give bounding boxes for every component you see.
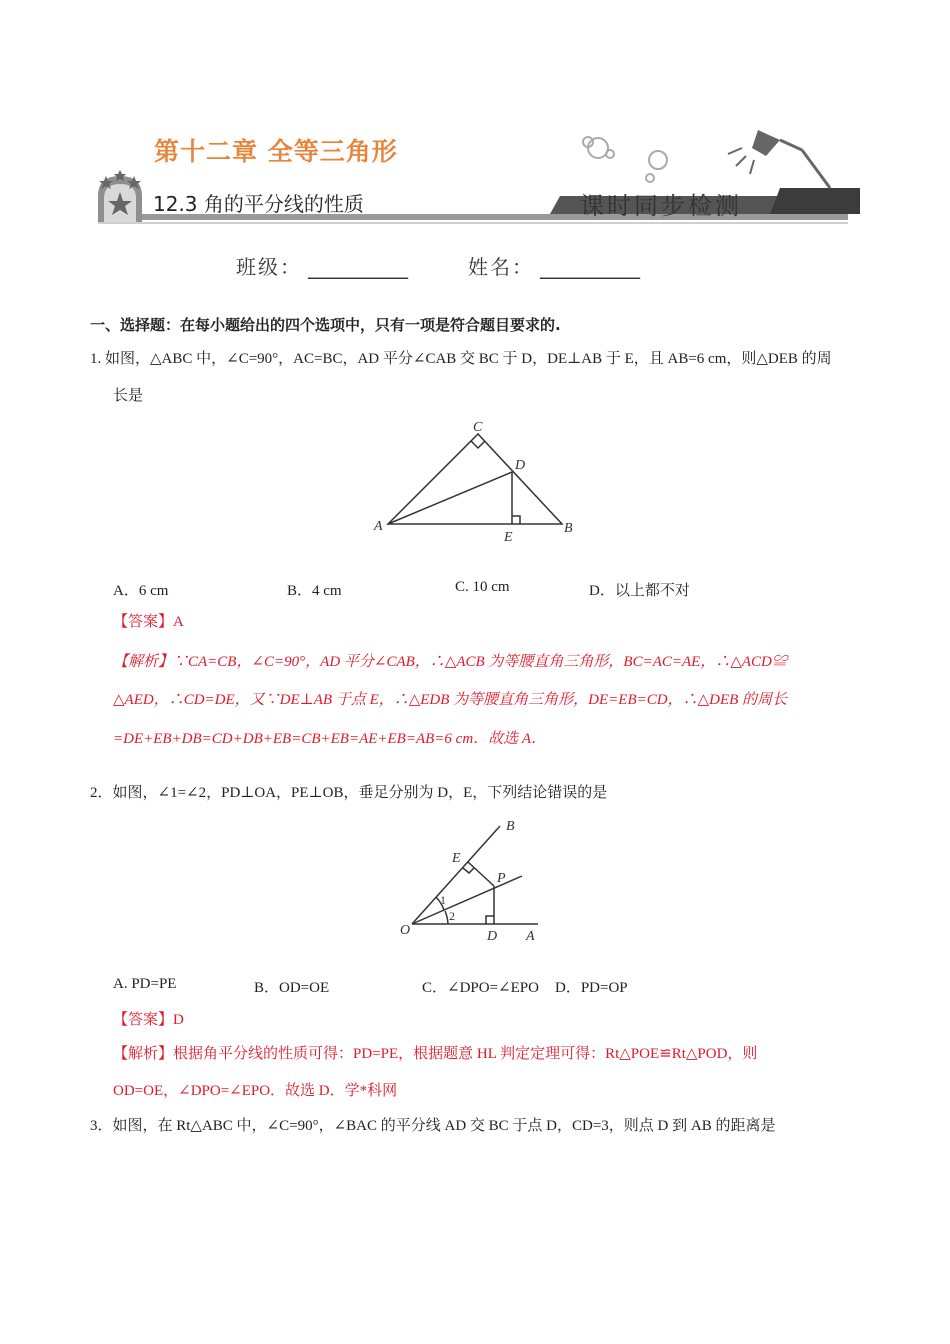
sync-test-badge: 课时同步检测 [580,192,742,220]
name-blank[interactable]: __________ [540,255,640,279]
label-p: P [497,871,506,886]
q2-answer: 【答案】D [113,1012,184,1028]
label-angle-2: 2 [449,909,455,923]
bubbles-icon [583,137,667,182]
q3-stem: 3．如图，在 Rt△ABC 中，∠C=90°，∠BAC 的平分线 AD 交 BC 于点 D，CD=3，则点 D 到 AB 的距离是 [90,1118,776,1134]
label-b: B [506,819,515,834]
q1-option-d[interactable]: D．以上都不对 [589,583,690,599]
angle-arc-2 [445,911,448,924]
q2-explanation-1: 【解析】根据角平分线的性质可得：PD=PE，根据题意 HL 判定定理可得：Rt△POE≌Rt△POD，则 [113,1046,758,1062]
label-d: D [515,458,526,473]
q1-answer: 【答案】A [113,614,184,630]
q2-stem: 2．如图，∠1=∠2，PD⊥OA，PE⊥OB，垂足分别为 D，E，下列结论错误的是 [90,785,608,801]
label-o: O [400,923,411,938]
label-b: B [564,521,573,536]
q2-option-a[interactable]: A. PD=PE [113,976,177,992]
q1-figure [370,414,590,548]
right-angle-c [471,441,485,448]
q1-stem-line2: 长是 [113,388,144,404]
right-angle-e [512,516,520,524]
label-a: A [374,519,383,534]
q2-option-d[interactable]: D．PD=OP [555,980,628,996]
class-blank[interactable]: __________ [308,255,408,279]
q1-explanation-1: 【解析】∵CA=CB，∠C=90°，AD 平分∠CAB，∴△ACB 为等腰直角三角形，BC=AC=AE，∴△ACD≌ [113,654,787,670]
right-angle-d [486,916,494,924]
name-label: 姓名： [468,255,534,279]
ray-ob [412,826,500,924]
q1-option-a[interactable]: A．6 cm [113,583,169,599]
q2-option-b[interactable]: B．OD=OE [254,980,330,996]
section-heading: 一、选择题：在每小题给出的四个选项中，只有一项是符合题目要求的. [90,316,561,334]
segment-ad [388,472,512,524]
label-a: A [526,929,535,944]
q1-explanation-2: △AED，∴CD=DE，又∵DE⊥AB 于点 E，∴△EDB 为等腰直角三角形，DE=EB=CD，∴△DEB 的周长 [113,692,788,708]
q1-option-c[interactable]: C. 10 cm [455,579,510,595]
segment-pe [468,862,494,886]
q1-explanation-3: =DE+EB+DB=CD+DB+EB=CB+EB=AE+EB=AB=6 cm．故选 A． [113,731,547,747]
class-label: 班级： [236,255,302,279]
label-angle-1: 1 [440,893,446,907]
label-e: E [504,530,513,545]
right-angle-e [463,868,474,873]
label-c: C [473,420,483,435]
chapter-title: 第十二章 全等三角形 [154,137,398,166]
section-title: 12.3 角的平分线的性质 [153,192,364,216]
name-field [468,251,640,280]
q2-explanation-2: OD=OE，∠DPO=∠EPO．故选 D．学*科网 [113,1083,398,1099]
q2-option-c[interactable]: C．∠DPO=∠EPO [422,980,539,996]
star-badge-icon [98,170,142,222]
q2-figure [396,812,556,948]
label-e: E [452,851,461,866]
q1-option-b[interactable]: B．4 cm [287,583,342,599]
label-d: D [487,929,498,944]
desk-lamp-icon [728,130,830,188]
triangle-abc [388,434,562,524]
class-field [236,251,408,280]
q1-stem-line1: 1. 如图，△ABC 中，∠C=90°，AC=BC，AD 平分∠CAB 交 BC 于 D，DE⊥AB 于 E，且 AB=6 cm，则△DEB 的周 [90,351,832,367]
